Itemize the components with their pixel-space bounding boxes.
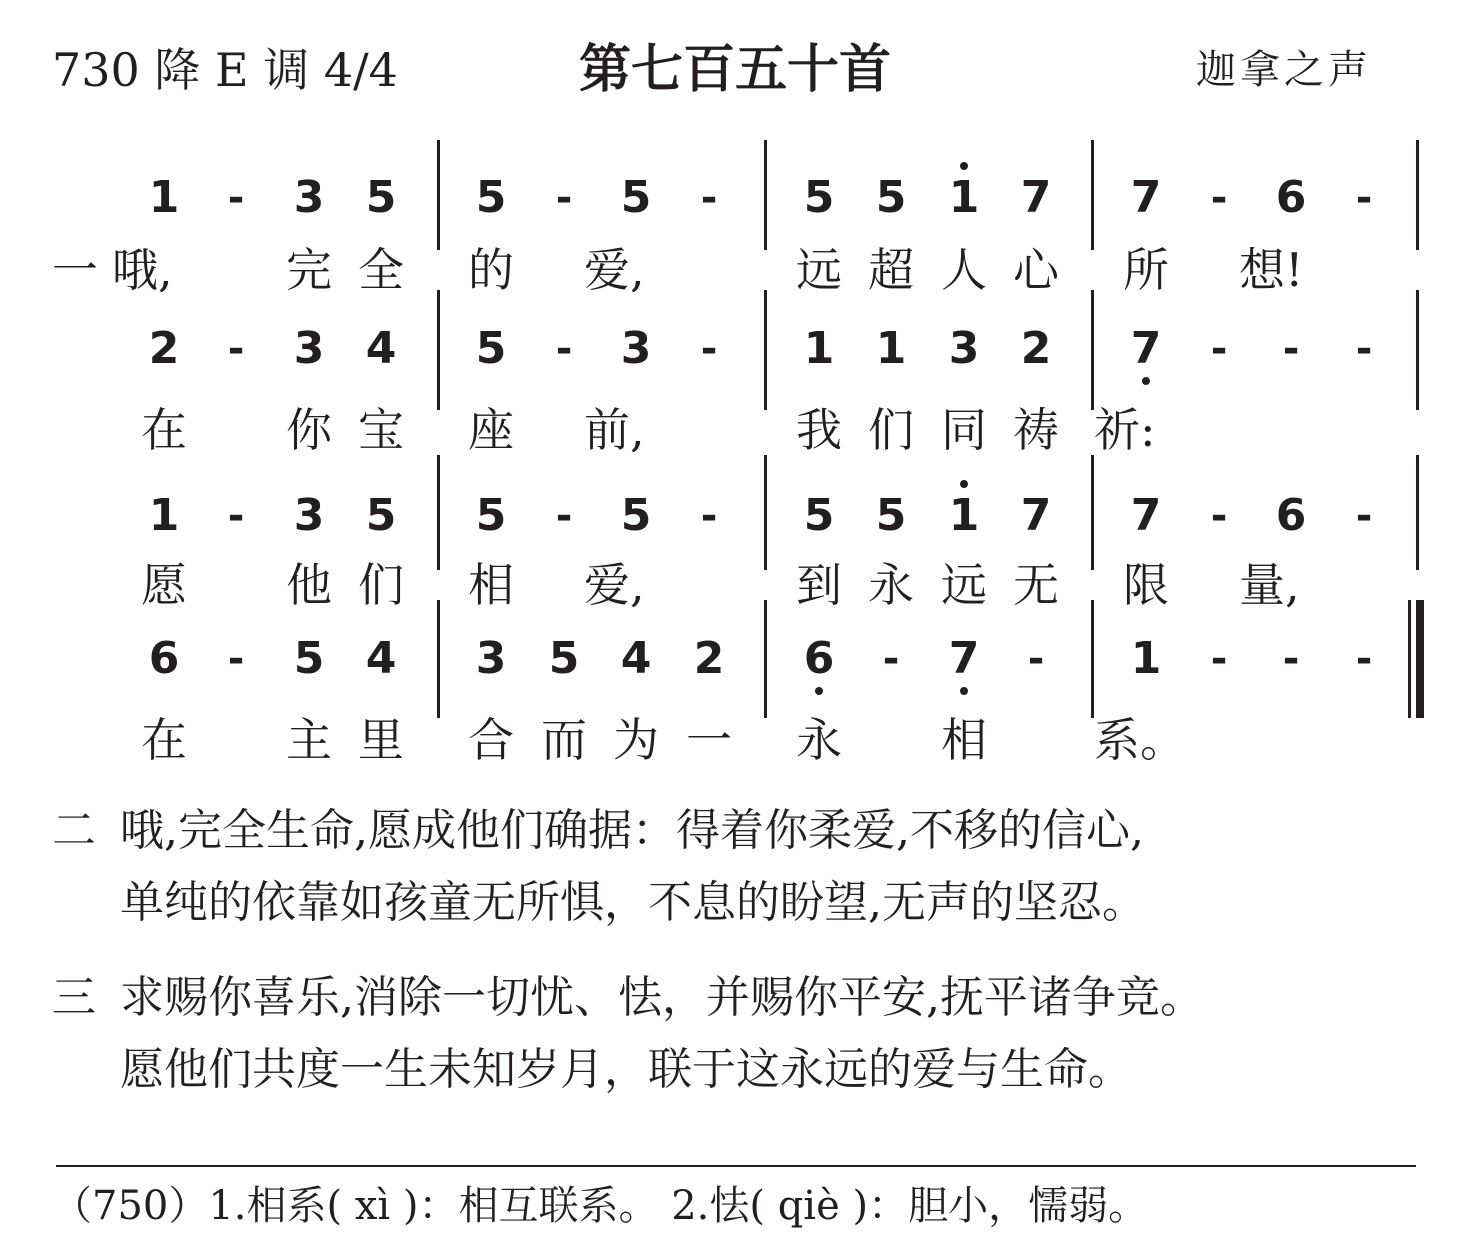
note: 7: [1130, 323, 1162, 374]
note: 3: [475, 633, 507, 684]
lyric-syllable: 哦,: [112, 243, 173, 297]
lyric-syllable: 无: [1013, 558, 1059, 612]
note-dash: -: [555, 175, 573, 221]
note: 5: [475, 490, 507, 541]
bar-line: [437, 455, 440, 570]
lyric-syllable: 系。: [1094, 713, 1186, 767]
note: 5: [875, 490, 907, 541]
verse-2: [0, 795, 1470, 955]
note: 1: [948, 490, 980, 541]
lyric-syllable: 祷: [1013, 403, 1059, 457]
lyric-syllable: 我: [796, 403, 842, 457]
note: 7: [1130, 172, 1162, 223]
note-dash: -: [1355, 636, 1373, 682]
verse-3: [0, 962, 1470, 1122]
note-dash: -: [555, 326, 573, 372]
note: 4: [365, 323, 397, 374]
note-dash: -: [1355, 493, 1373, 539]
lyric-syllable: 远: [941, 558, 987, 612]
lyric-syllable: 主: [286, 713, 332, 767]
lyric-syllable: 同: [941, 403, 987, 457]
note-dash: -: [1210, 493, 1228, 539]
bar-line: [764, 140, 767, 250]
lyric-syllable: 想!: [1239, 243, 1304, 297]
lyric-syllable: 相: [468, 558, 514, 612]
lyric-syllable: 而: [541, 713, 587, 767]
lyric-syllable: 完: [286, 243, 332, 297]
lyric-syllable: 限: [1123, 558, 1169, 612]
octave-dot-below: [815, 687, 823, 695]
note: 5: [803, 172, 835, 223]
bar-line: [437, 290, 440, 410]
bar-line: [1416, 455, 1419, 570]
lyric-syllable: 超: [868, 243, 914, 297]
note: 5: [365, 172, 397, 223]
lyric-syllable: 的: [468, 243, 514, 297]
note: 6: [1275, 490, 1307, 541]
verse-line: 求赐你喜乐,消除一切忧、怯，并赐你平安,抚平诸争竞。: [120, 972, 1204, 1023]
note-dash: -: [227, 175, 245, 221]
note: 4: [620, 633, 652, 684]
note-dash: -: [1210, 636, 1228, 682]
note: 2: [1020, 323, 1052, 374]
note: 5: [803, 490, 835, 541]
bar-line: [1091, 455, 1094, 570]
note: 7: [1130, 490, 1162, 541]
lyric-syllable: 在: [141, 713, 187, 767]
note-dash: -: [227, 493, 245, 539]
note-dash: -: [1210, 175, 1228, 221]
bar-line: [764, 455, 767, 570]
lyric-syllable: 心: [1013, 243, 1059, 297]
lyric-syllable: 爱,: [584, 558, 645, 612]
lyric-syllable: 你: [286, 403, 332, 457]
octave-dot-above: [960, 480, 968, 488]
lyric-syllable: 永: [868, 558, 914, 612]
note: 6: [148, 633, 180, 684]
lyric-syllable: 他: [286, 558, 332, 612]
lyric-syllable: 人: [941, 243, 987, 297]
note-dash: -: [700, 493, 718, 539]
final-bar-line: [1408, 600, 1411, 718]
note: 1: [148, 490, 180, 541]
note: 6: [803, 633, 835, 684]
bar-line: [1091, 140, 1094, 250]
lyric-syllable: 里: [358, 713, 404, 767]
note-dash: -: [1282, 326, 1300, 372]
note: 7: [1020, 172, 1052, 223]
hymn-title: 第七百五十首: [578, 40, 891, 100]
footnote-divider: [56, 1165, 1416, 1167]
verse-line: 单纯的依靠如孩童无所惧，不息的盼望,无声的坚忍。: [120, 877, 1146, 928]
note: 5: [475, 323, 507, 374]
note: 3: [293, 172, 325, 223]
note-dash: -: [1027, 636, 1045, 682]
bar-line: [1416, 140, 1419, 250]
octave-dot-below: [1142, 377, 1150, 385]
note: 3: [948, 323, 980, 374]
final-bar-line-thick: [1416, 600, 1424, 718]
bar-line: [1091, 290, 1094, 410]
verse-number: 二: [52, 805, 96, 856]
lyric-syllable: 远: [796, 243, 842, 297]
note: 4: [365, 633, 397, 684]
note-dash: -: [1282, 636, 1300, 682]
lyric-syllable: 祈:: [1094, 403, 1156, 457]
note-dash: -: [1210, 326, 1228, 372]
note: 2: [148, 323, 180, 374]
note: 1: [803, 323, 835, 374]
lyric-syllable: 们: [868, 403, 914, 457]
lyric-syllable: 在: [141, 403, 187, 457]
bar-line: [764, 600, 767, 718]
lyric-syllable: 一: [686, 713, 732, 767]
footnote: （750）1.相系( xì )：相互联系。 2.怯( qiè )：胆小，懦弱。: [52, 1183, 1149, 1229]
note: 5: [620, 490, 652, 541]
octave-dot-below: [960, 687, 968, 695]
note: 5: [620, 172, 652, 223]
lyric-syllable: 愿: [141, 558, 187, 612]
note-dash: -: [882, 636, 900, 682]
lyric-syllable: 座: [468, 403, 514, 457]
lyric-syllable: 为: [613, 713, 659, 767]
note-dash: -: [1355, 175, 1373, 221]
lyric-syllable: 量,: [1239, 558, 1300, 612]
note: 7: [948, 633, 980, 684]
lyric-syllable: 永: [796, 713, 842, 767]
lyric-syllable: 相: [941, 713, 987, 767]
note-dash: -: [555, 493, 573, 539]
bar-line: [1091, 600, 1094, 718]
hymn-number-key-time: 730 降 E 调 4/4: [52, 43, 398, 97]
note: 3: [293, 323, 325, 374]
lyric-syllable: 们: [358, 558, 404, 612]
lyric-syllable: 全: [358, 243, 404, 297]
lyric-syllable: 宝: [358, 403, 404, 457]
note: 7: [1020, 490, 1052, 541]
note: 1: [948, 172, 980, 223]
verse-line: 哦,完全生命,愿成他们确据：得着你柔爱,不移的信心,: [120, 805, 1144, 856]
verse-number: 三: [52, 972, 96, 1023]
lyric-syllable: 所: [1123, 243, 1169, 297]
note-dash: -: [1355, 326, 1373, 372]
bar-line: [437, 140, 440, 250]
verse-number: 一: [52, 243, 98, 297]
bar-line: [1416, 290, 1419, 410]
bar-line: [437, 600, 440, 718]
note-dash: -: [227, 636, 245, 682]
note-dash: -: [700, 175, 718, 221]
note: 5: [875, 172, 907, 223]
source-attribution: 迦拿之声: [1196, 47, 1372, 93]
lyric-syllable: 合: [468, 713, 514, 767]
octave-dot-above: [960, 162, 968, 170]
lyric-syllable: 到: [796, 558, 842, 612]
note: 1: [1130, 633, 1162, 684]
note: 5: [475, 172, 507, 223]
note: 6: [1275, 172, 1307, 223]
lyric-syllable: 爱,: [584, 243, 645, 297]
note: 3: [293, 490, 325, 541]
verse-line: 愿他们共度一生未知岁月，联于这永远的爱与生命。: [120, 1044, 1132, 1095]
note: 5: [365, 490, 397, 541]
note: 3: [620, 323, 652, 374]
note: 5: [293, 633, 325, 684]
lyric-syllable: 前,: [584, 403, 645, 457]
note-dash: -: [227, 326, 245, 372]
note-dash: -: [700, 326, 718, 372]
note: 2: [693, 633, 725, 684]
note: 1: [148, 172, 180, 223]
note: 1: [875, 323, 907, 374]
bar-line: [764, 290, 767, 410]
note: 5: [548, 633, 580, 684]
